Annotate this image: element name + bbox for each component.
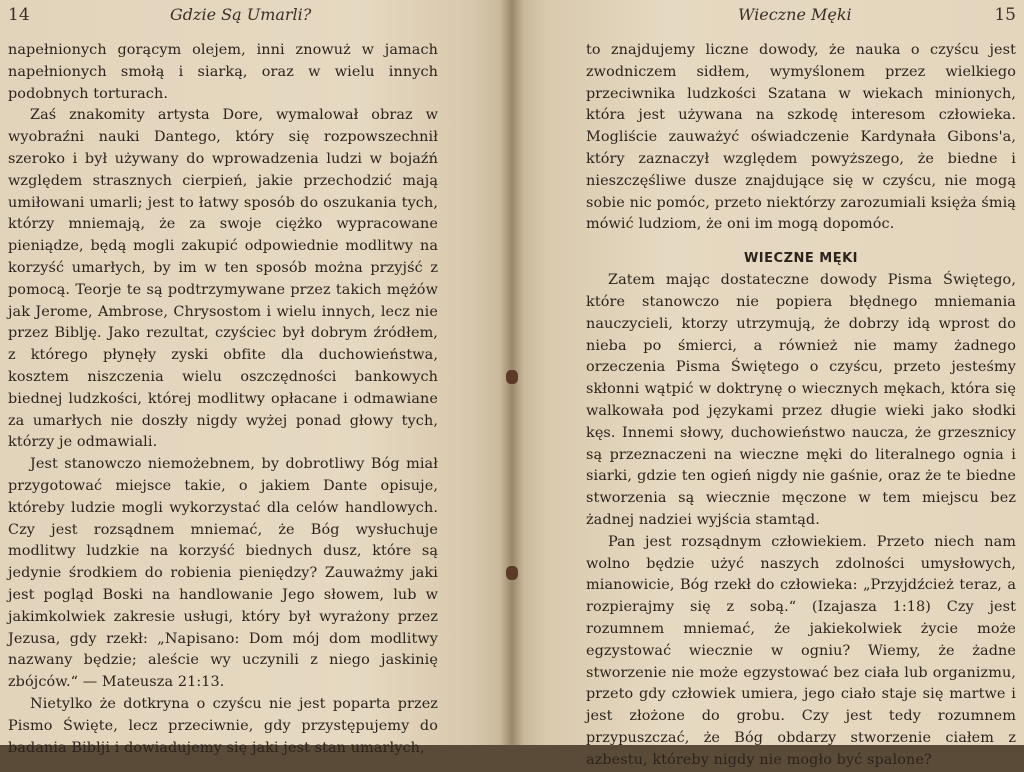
right-running-title: Wieczne Męki (738, 5, 852, 24)
left-running-head (8, 4, 512, 26)
left-page (0, 0, 512, 756)
right-running-head (512, 4, 1016, 26)
left-paragraph-2: Zaś znakomity artysta Dore, wymalował obraz w wyobraźni nauki Dantego, który się rozpowszechnił szeroko i był używany do wprowadzenia ludzi w bojaźń względem strasznych cierpień, jakie przechodzić mają umiłowani umarli; jest to łatwy sposób do oszukania tych, którzy mniemają, że za swoje ciężko wypracowane pieniądze, będą mogli zakupić odpowiednie modlitwy na korzyść umarłych, by im w ten sposób można przyjść z pomocą. Teorje te są podtrzymywane przez takich mężów jak Jerome, Ambrose, Chrysostom i wielu innych, lecz nie przez Biblję. Jako rezultat, czyściec był dobrym źródłem, z którego płynęły zyski obfite dla duchowieństwa, kosztem niszczenia wielu oszczędności bankowych biednej ludzkości, której modlitwy opłacane i odmawiane za umarłych nie doszły nigdy wyżej ponad głowy tych, którzy je odmawiali. (8, 107, 438, 451)
right-paragraph-1: to znajdujemy liczne dowody, że nauka o czyścu jest zwodniczem sidłem, wymyślonem przez wielkiego przeciwnika ludzkości Szatana w wiekach minionych, która jest używana na szkodę interesom człowieka. Mogliście zauważyć oświadczenie Kardynała Gibons'a, który zaznaczył względem powyższego, że biedne i nieszczęśliwe dusze znajdujące się w czyścu, nie mogą sobie nic pomóc, przeto niektórzy zarozumiali księża śmią mówić ludziom, że oni im mogą dopomóc. (586, 42, 1016, 233)
left-paragraph-4: Nietylko że dotkryna o czyścu nie jest poparta przez Pismo Święte, lecz przeciwnie, gdy przystępujemy do badania Biblji i dowiadujemy się jaki jest stan umarłych, (8, 695, 438, 756)
right-text-block (586, 40, 1016, 772)
right-page-number: 15 (994, 5, 1016, 25)
left-paragraph-1: napełnionych gorącym olejem, inni znowuż w jamach napełnionych smołą i siarką, oraz w wielu innych podobnych torturach. (8, 42, 438, 102)
left-paragraph-3: Jest stanowczo niemożebnem, by dobrotliwy Bóg miał przygotować miejsce takie, o jakiem Dante opisuje, któreby ludzie mogli wykorzystać dla celów handlowych. Czy jest rozsądnem mniemać, że Bóg wysłuchuje modlitwy ludzkie na korzyść biednych dusz, które są jedynie środkiem do robienia pieniędzy? Zauważmy jaki jest pogląd Boski na handlowanie Jego słowem, lub w jakimkolwiek zakresie usługi, który był wyrażony przez Jezusa, gdy rzekł: „Napisano: Dom mój dom modlitwy nazwany będzie; aleście wy uczynili z niego jaskinię zbójców.“ — Mateusza 21:13. (8, 456, 438, 691)
binding-thread-mark (506, 566, 518, 580)
left-text-block (8, 40, 438, 759)
section-heading: WIECZNE MĘKI (743, 251, 859, 267)
left-page-number: 14 (8, 5, 30, 25)
right-paragraph-3: Pan jest rozsądnym człowiekiem. Przeto niech nam wolno będzie użyć naszych zdolności umysłowych, mianowicie, Bóg rzekł do człowieka: „Przyjdźcież teraz, a rozpierajmy się z sobą.“ (Izajasza 1:18) Czy jest rozumnem mniemać, że jakiekolwiek życie może egzystować wiecznie w ogniu? Wiemy, że żadne stworzenie nie może egzystować bez ciała lub organizmu, przeto gdy człowiek umiera, jego ciało staje się martwe i jest złożone do grobu. Czy jest tedy rozumnem przypuszczać, że Bóg obdarzy stworzenie ciałem z azbestu, któreby nigdy nie mogło być spalone? (586, 533, 1016, 768)
left-running-title: Gdzie Są Umarli? (170, 5, 312, 24)
right-paragraph-2: Zatem mając dostateczne dowody Pisma Świętego, które stanowczo nie popiera błędnego mniemania nauczycieli, ktorzy utrzymują, że dobrzy idą wprost do nieba po śmierci, a również nie mamy żadnego orzeczenia Pisma Świętego o czyścu, przeto jesteśmy skłonni wątpić w doktrynę o wiecznych mękach, która się walkowała pod językami przez długie wieki jako słodki kęs. Innemi słowy, duchowieństwo naucza, że grzesznicy są przeznaczeni na wieczne męki do literalnego ognia i siarki, gdzie ten ogień nigdy nie gaśnie, oraz że te biedne stworzenia są wiecznie męczone w tem miejscu bez żadnej nadziei wyjścia stamtąd. (586, 272, 1016, 528)
right-page (512, 0, 1024, 768)
binding-thread-mark (506, 370, 518, 384)
